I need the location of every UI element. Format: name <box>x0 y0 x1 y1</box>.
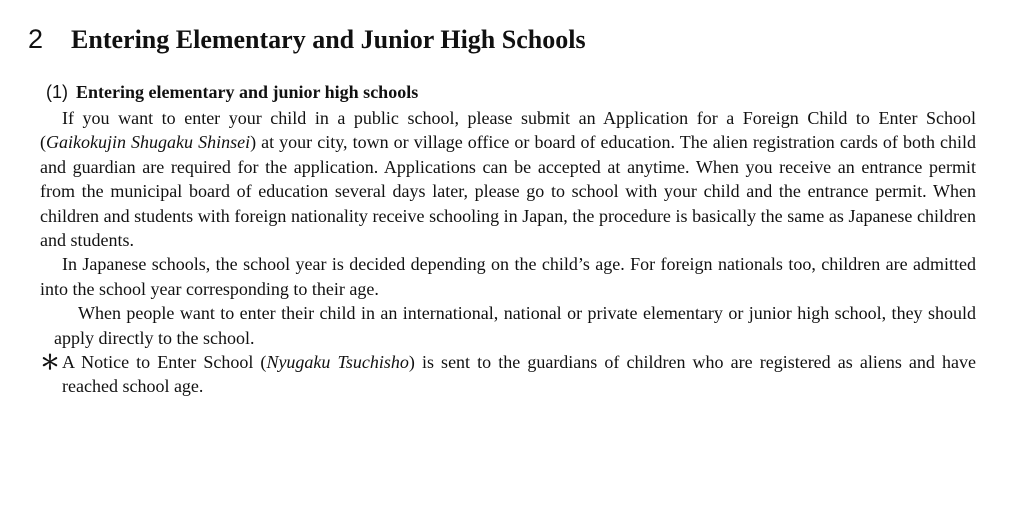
note-text-part: A Notice to Enter School ( <box>62 352 267 373</box>
paragraph-text: If you want to enter your child in a public school, please submit an Application for a Foreign Child to Enter School ( <box>40 108 976 153</box>
asterisk-icon: ＊ <box>40 350 60 375</box>
subsection-number: (1) <box>46 82 68 102</box>
section-title: Entering Elementary and Junior High Schools <box>71 25 586 54</box>
document-body <box>40 106 976 399</box>
note-text <box>62 350 976 399</box>
subsection-heading <box>46 80 418 104</box>
section-heading <box>28 22 586 57</box>
paragraph-italic-term: Gaikokujin Shugaku Shinsei <box>46 132 251 153</box>
notice-note <box>40 350 976 399</box>
paragraph-private-schools: When people want to enter their child in an international, national or private elementary or junior high school, they should apply directly to the school. <box>54 303 976 348</box>
paragraph-text: ) at your city, town or village office or board of education. The alien registration cards of both child and guardian are required for the application. Applications can be accepted at anytime. When you receive an entrance permit from the municipal board of education several days later, please go to school with your child and the entrance permit. When children and students with foreign nationality receive schooling in Japan, the procedure is basically the same as Japanese children and students. <box>40 132 976 251</box>
note-text-part: ) is sent to the guardians of children who are registered as aliens and have reached school age. <box>62 352 976 397</box>
paragraph-application <box>40 106 976 252</box>
subsection-title: Entering elementary and junior high schools <box>76 82 419 102</box>
paragraph-school-year: In Japanese schools, the school year is decided depending on the child’s age. For foreign nationals too, children are admitted into the school year corresponding to their age. <box>40 254 976 299</box>
section-number: 2 <box>28 24 44 54</box>
note-italic-term: Nyugaku Tsuchisho <box>266 352 409 373</box>
